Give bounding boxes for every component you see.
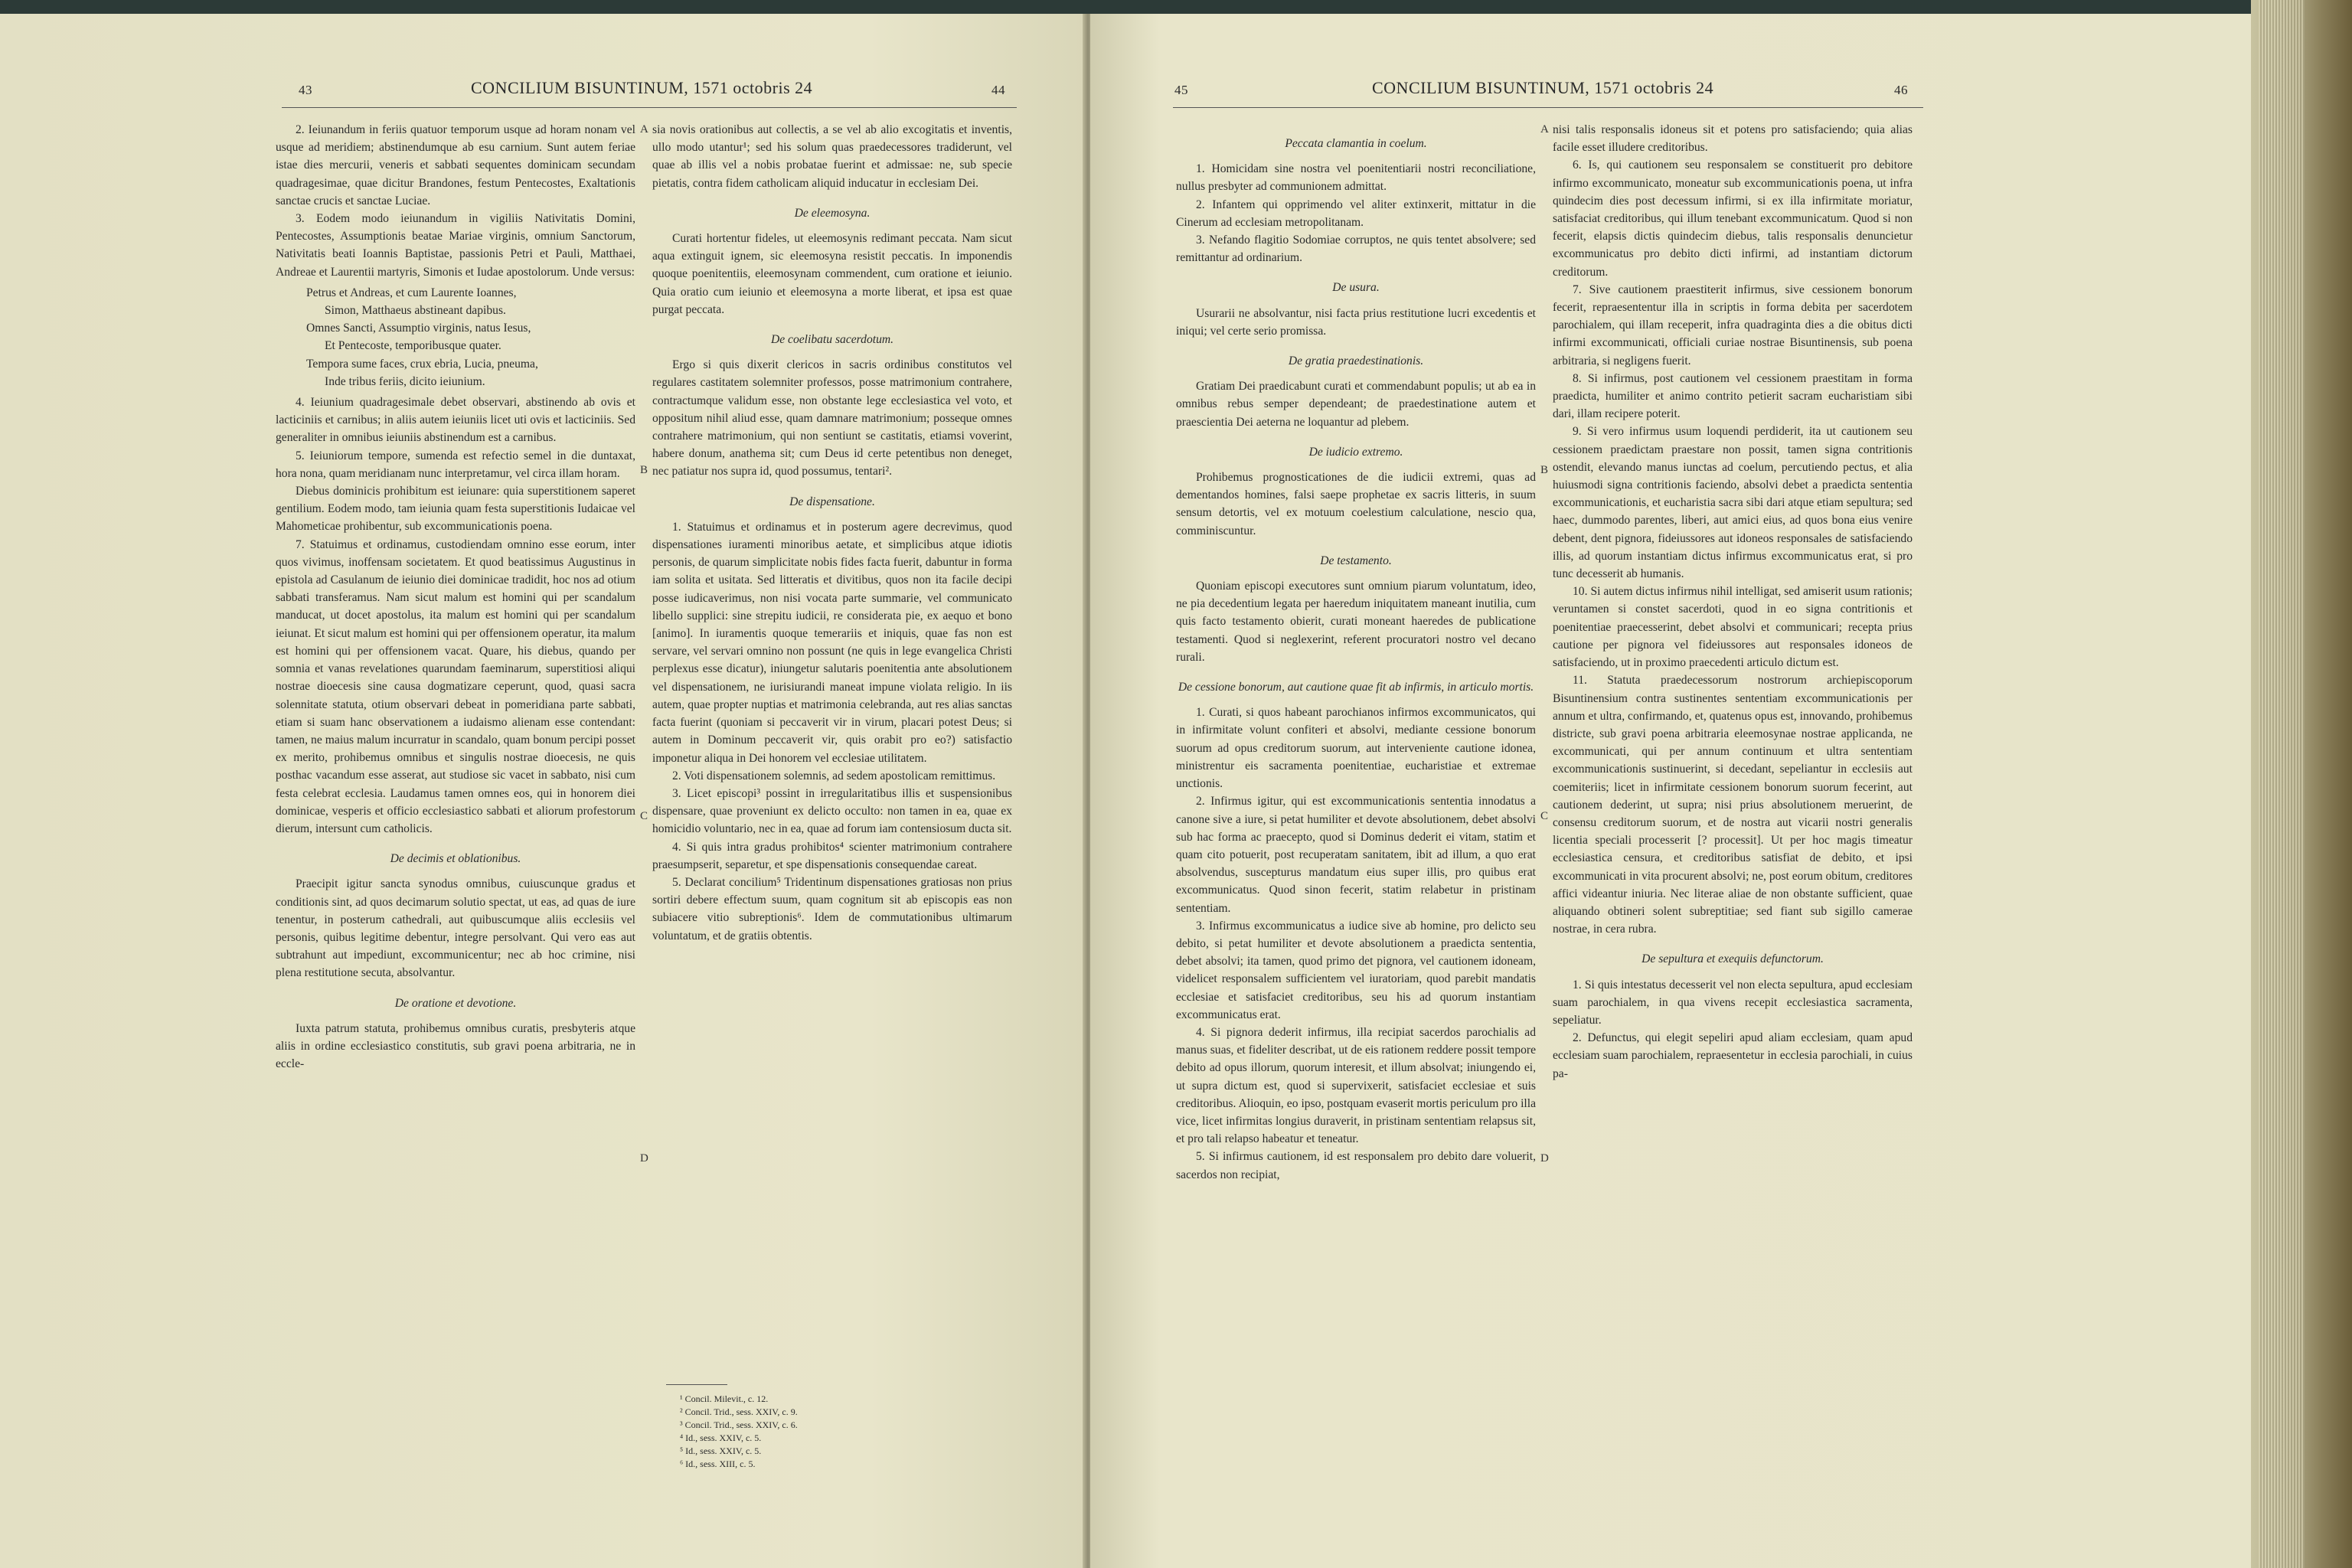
paragraph: Diebus dominicis prohibitum est ieiunare: quia superstitionem saperet gentilium. Eodem modo, tam ieiunia quam festa superstitionis Iudaicae vel Mahometicae prohibentur, sub excommunicationis poena. [276, 485, 635, 534]
paragraph: 2. Defunctus, qui elegit sepeliri apud aliam ecclesiam, quam apud ecclesiam suam parochialem, repraesentetur in ecclesia parochiali, in cuius pa- [1553, 1031, 1913, 1080]
left-page [0, 14, 1086, 1568]
verse-line: Petrus et Andreas, et cum Laurente Ioannes, [306, 286, 517, 299]
paragraph: Iuxta patrum statuta, prohibemus omnibus curatis, presbyteris atque aliis in ordine ecclesiastico constitutis, sub gravi poena arbitraria, ne in eccle- [276, 1021, 635, 1071]
section-heading: De decimis et oblationibus. [390, 852, 521, 866]
margin-marker-a: A [1540, 123, 1549, 136]
paragraph: Gratiam Dei praedicabunt curati et commendabunt populis; ut ab ea in omnibus rebus semper dependeant; de praedestinatione autem et praescientia Dei aeterna ne loquantur ad plebem. [1176, 380, 1536, 429]
paragraph: 8. Si infirmus, post cautionem vel cessionem praestitam in forma praedicta, humiliter et animo contrito petierit sacram eucharistiam sibi dari, illam recipere poterit. [1553, 371, 1913, 421]
paragraph: 4. Ieiunium quadragesimale debet observari, abstinendo ab ovis et lacticiniis et carnibus; in aliis autem ieiuniis licet uti ovis et lacticiniis. Sed generaliter in omnibus ieiuniis abstinendum est a carnibus. [276, 396, 635, 445]
paragraph: 3. Licet episcopi³ possint in irregularitatibus illis et suspensionibus dispensare, quae proveniunt ex delicto occulto: non tamen in ea, quae ex homicidio voluntario, nec in ea, quae ad forum iam contensiosum ducta sit. [652, 786, 1012, 836]
margin-marker-d: D [640, 1152, 648, 1165]
footnote: ⁴ Id., sess. XXIV, c. 5. [680, 1432, 762, 1443]
section-heading: De gratia praedestinationis. [1288, 354, 1424, 368]
page-number-45: 45 [1174, 83, 1188, 97]
margin-marker-b: B [1540, 464, 1549, 476]
left-running-header [0, 74, 1086, 104]
paragraph: 5. Declarat concilium⁵ Tridentinum dispensationes gratiosas non prius sortiri debere effectum suum, quam cognitum sit ab episcopis eas non subiacere vitio subreptionis⁶. Idem de commutationibus ultimarum voluntatum, et de gratiis obtentis. [652, 875, 1012, 942]
running-title-left: CONCILIUM BISUNTINUM, 1571 octobris 24 [471, 78, 813, 97]
page-stack-edge [2259, 0, 2305, 1568]
right-page [1090, 14, 2251, 1568]
column-4 [1553, 121, 1913, 1083]
verse-line: Omnes Sancti, Assumptio virginis, natus Iesus, [306, 322, 531, 335]
margin-marker-d: D [1540, 1152, 1549, 1165]
section-heading: De eleemosyna. [794, 206, 871, 220]
section-heading: De coelibatu sacerdotum. [770, 333, 894, 347]
header-rule-right [1173, 107, 1923, 108]
paragraph: 9. Si vero infirmus usum loquendi perdiderit, ita ut cautionem seu cessionem praedictam praestare non possit, tamen signa contritionis ostendit, elevando manus iunctas ad coelum, percutiendo pectus, et alia huiusmodi signa contritionis faciendo, absolvi debet a praedicta sententia excommunicationis, et eucharistia sacra sibi dari atque etiam sepultura; sed haec, dummodo parentes, liberi, aut amici eius, ad quos bona eius venire debent, dent pignora, fideiussores aut idoneos responsales de satisfaciendo illis, ad quorum instantiam dictus infirmus excommunicatus erat, si pro tunc decesserit ab humanis. [1553, 425, 1913, 581]
paragraph: 6. Is, qui cautionem seu responsalem se constituerit pro debitore infirmo excommunicato, moneatur sub excommunicationis poena, ut infra quindecim dies post decessum infirmi, si ex illa infirmitate moriatur, satisfaciat creditoribus, qui illum tenebant excommunicatum. Quod si non fecerit, elapsis dictis quindecim diebus, talis responsalis denuncietur excommunicatus pro debito dicti infirmi, ad instantiam dictorum creditorum. [1553, 158, 1913, 279]
section-heading: Peccata clamantia in coelum. [1285, 137, 1427, 150]
page-number-43: 43 [299, 83, 312, 97]
paragraph: Prohibemus prognosticationes de die iudicii extremi, quas ad dementandos homines, falsi saepe prophetae ex sacris litteris, in suum sensum detortis, vel ex motuum coelestium calculatione, nescio qua, comminiscuntur. [1176, 471, 1536, 537]
paragraph: 2. Infantem qui opprimendo vel aliter extinxerit, mittatur in die Cinerum ad ecclesiam metropolitanam. [1176, 198, 1536, 229]
paragraph: 10. Si autem dictus infirmus nihil intelligat, sed amiserit usum rationis; veruntamen si constet sacerdoti, quod in eo signa contritionis et poenitentiae praecesserint, debet absolvi et communicari; recepta prius cautione per pignora vel fideiussores aut responsales idoneos de satisfaciendo, ut in proximo praecedenti articulo dictum est. [1553, 585, 1913, 670]
section-heading: De testamento. [1320, 554, 1392, 567]
paragraph: Quoniam episcopi executores sunt omnium piarum voluntatum, ideo, ne pia decedentium legata per haeredum iniquitatem maneant inutilia, cum quis facto testamento obierit, curati moneant haeredes de publicatione testamenti. Quod si neglexerint, referent procuratori nostro vel decano rurali. [1176, 580, 1536, 664]
paragraph: 5. Ieiuniorum tempore, sumenda est refectio semel in die duntaxat, hora nona, quam meridianam nunc interpretamur, vel circa illam horam. [276, 449, 635, 480]
section-heading: De oratione et devotione. [394, 996, 517, 1010]
paragraph: 5. Si infirmus cautionem, id est responsalem pro debito dare voluerit, sacerdos non recipiat, [1176, 1150, 1536, 1181]
paragraph: 7. Statuimus et ordinamus, custodiendam omnino esse eorum, inter quos vivimus, inoffensam societatem. Et quod beatissimus Augustinus in epistola ad Casulanum de ieiunio diei dominicae tradidit, hoc nos ad otium sabbati transferamus. Nam sicut malum est homini qui per scandalum manducat, ut docet apostolus, ita malum est homini qui per scandalum ieiunat. Et sicut malum est homini qui per offensionem operatur, ita malum est homini qui per offensionem vacat. Quare, his diebus, quando per somnia et vanas revelationes quarundam faeminarum, superstitiosi aliqui nostrae dioecesis sine causa dogmatizare ceperunt, quod, quasi sacra solennitate statuta, otium observari debeat in pomeridiana parte sabbati, etiam si suam hanc observationem a iudaismo alienam esse contendant: tamen, ne maius malum incurratur in scandalo, quam bonum percipi posset ex merito, prohibemus omnibus et singulis nostrae dioecesis, ne quis posthac vacandum esse asserat, aut studiose sic vacet in sabbato, nisi cum festa celebrat ecclesia. Laudamus tamen omnes eos, qui in honorem diei dominicae, vesperis et officio ecclesiastico sabbati et aliorum profestorum dierum, intersunt cum catholicis. [276, 537, 635, 835]
column-1 [276, 121, 635, 1073]
paragraph: 1. Statuimus et ordinamus et in posterum agere decrevimus, quod dispensationes iuramenti minoribus aetate, et simplicibus atque idiotis personis, de quarum simplicitate nobis fides facta fuerit, dabuntur in forma iam solita et usitata. Sed litteratis et divitibus, quos non ita facile decipi posse iudicaverimus, non nisi vocata parte summarie, vel communicato libello supplici: sine strepitu iudicii, re considerata pie, ex aequo et bono [animo]. In iuramentis quoque temerariis et iniquis, quae fas non est servare, vel servari omnino non possunt (ne quis in lege evangelica Christi perplexus esse dicatur), iniungetur salutaris poenitentia ante absolutionem vel dispensationem, ne iurisiurandi maneat impune violata religio. In iis autem, quae propter nuptias et matrimonia celebranda, aut res alias sanctas facta fuerint (quoniam si peccaverit vir in virum, placari potest Deus; si autem in Dominum peccaverit vir, quis orabit pro eo?) satisfactio imponetur aliqua in Dei honorem vel ecclesiae utilitatem. [652, 520, 1012, 765]
paragraph: 2. Voti dispensationem solemnis, ad sedem apostolicam remittimus. [672, 769, 996, 782]
verse-line: Inde tribus feriis, dicito ieiunium. [325, 374, 485, 388]
paragraph: 7. Sive cautionem praestiterit infirmus, sive cessionem bonorum fecerit, repraesententur illa in scriptis in forma debita per sacerdotem parochialem, qui illam receperit, infra quadraginta dies a die obitus dicti infirmi excommunicati, officiali curiae nostrae Bisuntinensis, sub poena arbitraria, si negligens fuerit. [1553, 283, 1913, 368]
paragraph: 4. Si quis intra gradus prohibitos⁴ scienter matrimonium contrahere praesumpserit, separetur, et spe dispensationis consequendae careat. [652, 840, 1012, 871]
paragraph: Ergo si quis dixerit clericos in sacris ordinibus constitutos vel regulares castitatem solemniter professos, posse matrimonium contrahere, contractumque validum esse, non obstante lege ecclesiastica vel voto, et oppositum nihil aliud esse, quam damnare matrimonium; posseque omnes contrahere matrimonium, qui non sentiunt se castitatis, etiamsi voverint, habere donum, anathema sit; cum Deus id certe petentibus non deneget, nec patiatur nos supra id, quod possumus, tentari². [652, 358, 1012, 479]
margin-marker-c: C [640, 810, 648, 822]
margin-marker-a: A [640, 123, 648, 136]
right-running-header [1090, 74, 2251, 104]
paragraph: 2. Infirmus igitur, qui est excommunicationis sententia innodatus a canone sive a iure, si petat humiliter et devote absolutionem, debet absolvi sub hac forma ac praecepto, quod si Dominus dederit ei vitam, statim et quam cito potuerit, post recuperatam sanitatem, ibit ad illum, a quo erat absolvendus, suscepturus mandatum eius super illis, pro quibus erat excommunicatus. Quod sinon fecerit, statim relabetur in pristinam sententiam. [1176, 795, 1536, 915]
footnote: ⁵ Id., sess. XXIV, c. 5. [680, 1446, 762, 1456]
section-heading: De dispensatione. [789, 495, 875, 508]
footnote: ² Concil. Trid., sess. XXIV, c. 9. [680, 1406, 798, 1417]
paragraph: 3. Infirmus excommunicatus a iudice sive ab homine, pro delicto seu debito, si petat humiliter et devote absolutionem a praedicta sententia, debet absolvi; ita tamen, quod primo det pignora, vel cautionem idoneam, videlicet responsalem sufficientem vel iuratoriam, quod parebit mandatis ecclesiae et satisfaciet creditoribus, seu his ad quorum instantiam excommunicatus erat. [1176, 919, 1536, 1021]
paragraph: Praecipit igitur sancta synodus omnibus, cuiuscunque gradus et conditionis sint, ad quos decimarum solutio spectat, ut eas, ad quas de iure tenentur, in posterum cathedrali, aut quibuscumque aliis ecclesiis vel personis, quibus legitime debentur, integre persolvant. Qui vero eas aut subtrahunt aut impediunt, excommunicentur; nec ab hoc crimine, nisi plena restitutione secuta, absolvantur. [276, 877, 635, 980]
footnote: ³ Concil. Trid., sess. XXIV, c. 6. [680, 1419, 798, 1430]
page-number-44: 44 [991, 83, 1005, 97]
page-number-46: 46 [1894, 83, 1908, 97]
paragraph: 1. Si quis intestatus decesserit vel non electa sepultura, apud ecclesiam suam parochialem, in qua vivens recepit ecclesiastica sacramenta, sepeliatur. [1553, 978, 1913, 1027]
running-title-right: CONCILIUM BISUNTINUM, 1571 octobris 24 [1372, 78, 1714, 97]
paragraph: Usurarii ne absolvantur, nisi facta prius restitutione lucri excedentis et iniqui; vel certe serio promissa. [1176, 306, 1536, 338]
section-heading: De usura. [1332, 281, 1380, 295]
paragraph: Curati hortentur fideles, ut eleemosynis redimant peccata. Nam sicut aqua extinguit ignem, sic eleemosyna resistit peccatis. In imponendis quoque poenitentiis, eleemosynam commendent, cum oratione et ieiunio. Quia oratio cum ieiunio et eleemosyna a morte liberat, et ipsa est quae purgat peccata. [652, 232, 1012, 316]
verse-line: Et Pentecoste, temporibusque quater. [325, 339, 501, 353]
footnote: ¹ Concil. Milevit., c. 12. [680, 1393, 769, 1404]
paragraph: 3. Eodem modo ieiunandum in vigiliis Nativitatis Domini, Pentecostes, Assumptionis beatae Mariae virginis, omnium Sanctorum, Nativitatis beati Ioannis Baptistae, passionis Petri et Pauli, Matthaei, Andreae et Laurentii martyris, Simonis et Iudae apostolorum. Unde versus: [276, 212, 635, 279]
header-rule-left [282, 107, 1017, 108]
paragraph: nisi talis responsalis idoneus sit et potens pro satisfaciendo; quia alias facile esset illudere creditoribus. [1553, 123, 1913, 155]
paragraph: sia novis orationibus aut collectis, a se vel ab alio excogitatis et inventis, ullo modo utantur¹; sed his solum quas praedecessores tradiderunt, vel quae ab illis vel a nobis probatae fuerint et admissae: ne, sub specie pietatis, contra fidem catholicam aliquid inducatur in ecclesiam Dei. [652, 123, 1012, 190]
column-3 [1176, 121, 1536, 1184]
section-heading: De iudicio extremo. [1308, 445, 1403, 459]
paragraph: 1. Homicidam sine nostra vel poenitentiarii nostri reconciliatione, nullus presbyter ad communionem admittat. [1176, 162, 1536, 194]
margin-marker-c: C [1540, 810, 1549, 822]
verse-line: Simon, Matthaeus abstineant dapibus. [325, 304, 506, 318]
paragraph: 2. Ieiunandum in feriis quatuor temporum usque ad horam nonam vel usque ad meridiem; abstinendumque ab esu carnium. Sunt autem feriae istae dies mercurii, veneris et sabbati sequentes dominicam secundam quadragesimae, quae dicitur Brandones, festum Pentecostes, Exaltationis sanctae crucis et sanctae Luciae. [276, 123, 635, 207]
paragraph: 1. Curati, si quos habeant parochianos infirmos excommunicatos, qui in infirmitate volunt confiteri et absolvi, mediante cessione bonorum suorum ad opus creditorum suorum, aut interveniente cautione idonea, ministrentur eis sacramenta poenitentiae, eucharistiae et extremae unctionis. [1176, 706, 1536, 791]
paragraph: 11. Statuta praedecessorum nostrorum archiepiscoporum Bisuntinensium contra sustinentes sententiam excommunicationis per annum et ultra, confirmando, et, quatenus opus est, innovando, prohibemus districte, sub gravi poena arbitraria eleemosynae nostrae applicanda, ne excommunicati, qui per annum continuum et ultra sententiam excommunicationis sustinuerint, si decedant, sepeliantur in ecclesiis aut coemiteriis; licet in infirmitate cessionem bonorum suorum fecerint, aut cautionem dederint, ut supra; nisi prius absolutionem meruerint, de consensu creditorum suorum, et de nostra aut vicarii nostri generalis licentia speciali processerit [? processit]. Ut per hoc magis timeatur ecclesiastica censura, et creditoribus satisfiat de debito, et ipsi excommunicati in vita procurent absolvi; ne, post eorum obitum, creditores affici videantur iniuria. Nec literae aliae de non obstante sufficient, quae aliquando obtineri solent subreptitiae; sed fiant sub sigillo camerae nostrae, in cera rubra. [1553, 674, 1913, 936]
paragraph: 4. Si pignora dederit infirmus, illa recipiat sacerdos parochialis ad manus suas, et fideliter describat, ut de eis rationem reddere possit tempore debito ad opus illorum, quorum interesit, et illum absolvat; iniungendo ei, ut supra dictum est, quod si supervixerit, satisfaciet ecclesiae et suis creditoribus. Alioquin, eo ipso, postquam evaserit mortis periculum pro illa vice, licet infirmitas longius duraverit, in pristinam sententiam relapsus sit, et pro tali relapso habeatur et teneatur. [1176, 1025, 1536, 1146]
footnote-rule [666, 1384, 727, 1385]
footnote: ⁶ Id., sess. XIII, c. 5. [680, 1459, 756, 1469]
section-heading: De sepultura et exequiis defunctorum. [1642, 952, 1824, 966]
footnotes [666, 1384, 798, 1471]
verse-line: Tempora sume faces, crux ebria, Lucia, pneuma, [306, 357, 538, 371]
margin-marker-b: B [640, 464, 648, 476]
column-2 [652, 121, 1012, 945]
paragraph: 3. Nefando flagitio Sodomiae corruptos, ne quis tentet absolvere; sed remittantur ad ordinarium. [1176, 234, 1536, 265]
section-heading: De cessione bonorum, aut cautione quae fit ab infirmis, in articulo mortis. [1178, 681, 1534, 694]
